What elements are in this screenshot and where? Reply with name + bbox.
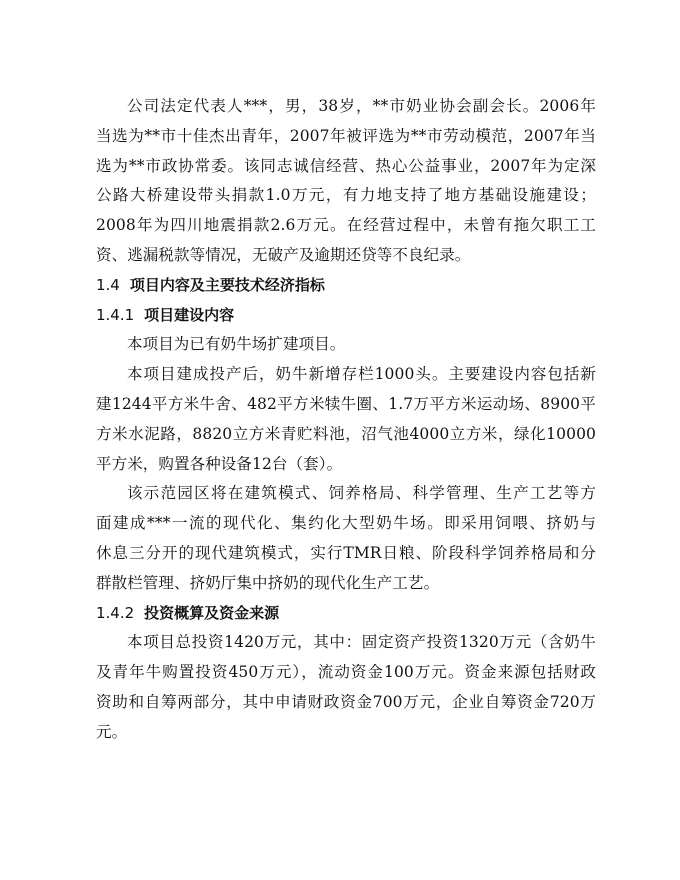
expansion-paragraph	[96, 330, 596, 360]
section-number: 1.4.2	[96, 603, 135, 622]
text-line: 2008年为四川地震捐款2.6万元。在经营过程中，未曾有拖欠职工工	[96, 216, 596, 235]
text-line: 本项目总投资1420万元，其中：固定资产投资1320万元（含奶牛	[127, 633, 596, 652]
text-line: 平方米，购置各种设备12台（套）。	[96, 454, 343, 473]
text-line: 该示范园区将在建筑模式、饲养格局、科学管理、生产工艺等方	[127, 484, 596, 503]
text-line: 群散栏管理、挤奶厅集中挤奶的现代化生产工艺。	[96, 573, 440, 592]
section-title: 项目建设内容	[144, 305, 235, 324]
section-number: 1.4	[96, 275, 120, 294]
text-line: 选为**市政协常委。该同志诚信经营、热心公益事业，2007年为定深	[96, 156, 596, 175]
section-title: 投资概算及资金来源	[144, 603, 280, 622]
text-line: 建1244平方米牛舍、482平方米犊牛圈、1.7万平方米运动场、8900平	[96, 394, 596, 413]
section-heading-1-4	[96, 271, 596, 301]
text-line: 公路大桥建设带头捐款1.0万元，有力地支持了地方基础设施建设；	[96, 186, 596, 205]
section-heading-1-4-2	[96, 599, 596, 629]
text-line: 元。	[96, 722, 128, 741]
section-title: 项目内容及主要技术经济指标	[129, 275, 325, 294]
text-line: 本项目为已有奶牛场扩建项目。	[127, 335, 346, 354]
construction-paragraph	[96, 360, 596, 479]
section-number: 1.4.1	[96, 305, 135, 324]
demo-zone-paragraph	[96, 479, 596, 598]
text-line: 公司法定代表人***，男，38岁，**市奶业协会副会长。2006年	[127, 97, 596, 115]
document-body	[96, 92, 596, 748]
text-line: 本项目建成投产后，奶牛新增存栏1000头。主要建设内容包括新	[127, 365, 596, 384]
section-heading-1-4-1	[96, 301, 596, 331]
investment-paragraph	[96, 628, 596, 747]
text-line: 当选为**市十佳杰出青年，2007年被评选为**市劳动模范，2007年当	[96, 126, 596, 145]
intro-paragraph	[96, 92, 596, 271]
text-line: 面建成***一流的现代化、集约化大型奶牛场。即采用饲喂、挤奶与	[96, 514, 596, 533]
text-line: 休息三分开的现代建筑模式，实行TMR日粮、阶段科学饲养格局和分	[96, 543, 596, 562]
text-line: 方米水泥路，8820立方米青贮料池，沼气池4000立方米，绿化10000	[96, 424, 596, 443]
text-line: 及青年牛购置投资450万元），流动资金100万元。资金来源包括财政	[96, 663, 596, 682]
text-line: 资、逃漏税款等情况，无破产及逾期还贷等不良纪录。	[96, 245, 471, 264]
text-line: 资助和自筹两部分，其中申请财政资金700万元，企业自筹资金720万	[96, 692, 596, 711]
